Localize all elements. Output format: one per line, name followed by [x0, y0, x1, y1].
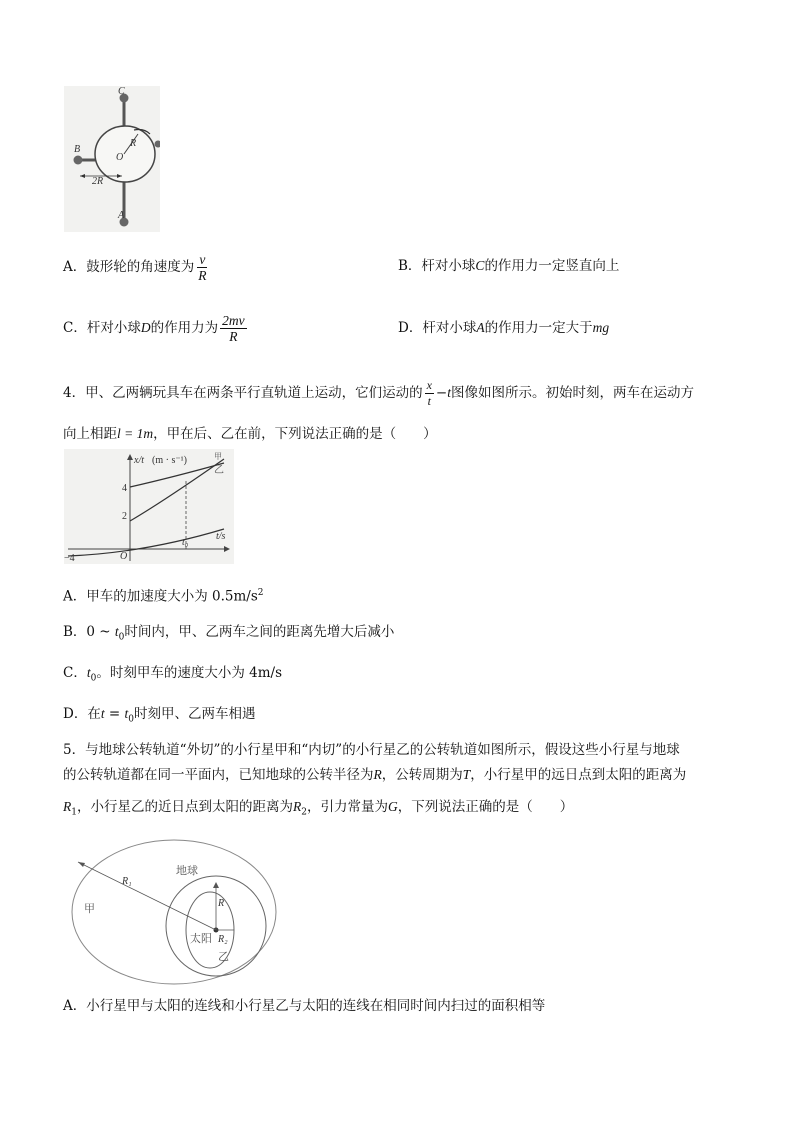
graph-origin: O — [120, 551, 128, 562]
orbit-earth: 地球 — [176, 864, 198, 877]
q5-stem-line2: 的公转轨道都在同一平面内，已知地球的公转半径为R，公转周期为T，小行星甲的远日点到太阳的距离为 — [63, 767, 687, 783]
graph-jia: 甲 — [214, 452, 222, 461]
figure-xt-graph — [64, 449, 234, 564]
q4-stem-line1: 4．甲、乙两辆玩具车在两条平行直轨道上运动，它们运动的 $\frac{x}{t}$ −t图像如图所示。初始时刻，两车在运动方 — [63, 378, 694, 408]
figure-orbits — [68, 828, 288, 988]
orbit-r2: R₂ — [218, 934, 228, 945]
q3-option-c: C．杆对小球D的作用力为 $\frac{2mv}{R}$ — [63, 313, 245, 344]
graph-tick-4: 4 — [122, 483, 127, 494]
label-b: B — [74, 144, 81, 155]
q3-option-d: D．杆对小球A的作用力一定大于mg — [398, 320, 610, 336]
graph-t0: t₀ — [182, 537, 189, 548]
label-o: O — [116, 152, 124, 163]
q5-stem-line1: 5．与地球公转轨道“外切”的小行星甲和“内切”的小行星乙的公转轨道如图所示，假设这些小行星与地球 — [63, 742, 680, 758]
label-2r: 2R — [92, 176, 104, 187]
orbit-sun: 太阳 — [190, 932, 212, 945]
label-c: C — [118, 86, 125, 97]
q4-option-c: C．$t_0$。时刻甲车的速度大小为 4m/s — [63, 665, 283, 684]
orbit-jia: 甲 — [84, 902, 95, 915]
q4-option-a: A．甲车的加速度大小为 $0.5m/s^2$ — [63, 588, 264, 605]
q4-option-b: B．0 ~ $t_0$时间内，甲、乙两车之间的距离先增大后减小 — [63, 624, 395, 643]
graph-ylabel-unit: (m · s⁻¹) — [152, 455, 187, 466]
figure-drum-wheel — [64, 86, 160, 232]
q5-option-a: A．小行星甲与太阳的连线和小行星乙与太阳的连线在相同时间内扫过的面积相等 — [63, 998, 546, 1014]
graph-tick-neg4: −4 — [64, 553, 75, 564]
label-a: A — [118, 210, 125, 221]
graph-x-axis: t/s — [216, 531, 226, 542]
graph-tick-2: 2 — [122, 511, 127, 522]
orbit-r1: R₁ — [122, 876, 132, 887]
orbit-yi: 乙 — [218, 950, 229, 963]
q4-stem-line2: 向上相距l = 1m，甲在后、乙在前，下列说法正确的是（ ） — [63, 426, 437, 442]
q3-option-a: A．鼓形轮的角速度为 $\frac{v}{R}$ — [63, 252, 207, 283]
q4-option-d: D．在$t = t_0$时刻甲、乙两车相遇 — [63, 706, 256, 725]
q5-stem-line3: $R_1$，小行星乙的近日点到太阳的距离为$R_2$，引力常量为G，下列说法正确的是（ ） — [63, 799, 574, 818]
q3-option-b: B．杆对小球C的作用力一定竖直向上 — [398, 258, 620, 274]
graph-yi: 乙 — [214, 465, 224, 476]
orbit-r: R — [218, 898, 225, 909]
graph-ylabel-frac: x/t — [134, 455, 144, 466]
label-r: R — [130, 138, 137, 149]
